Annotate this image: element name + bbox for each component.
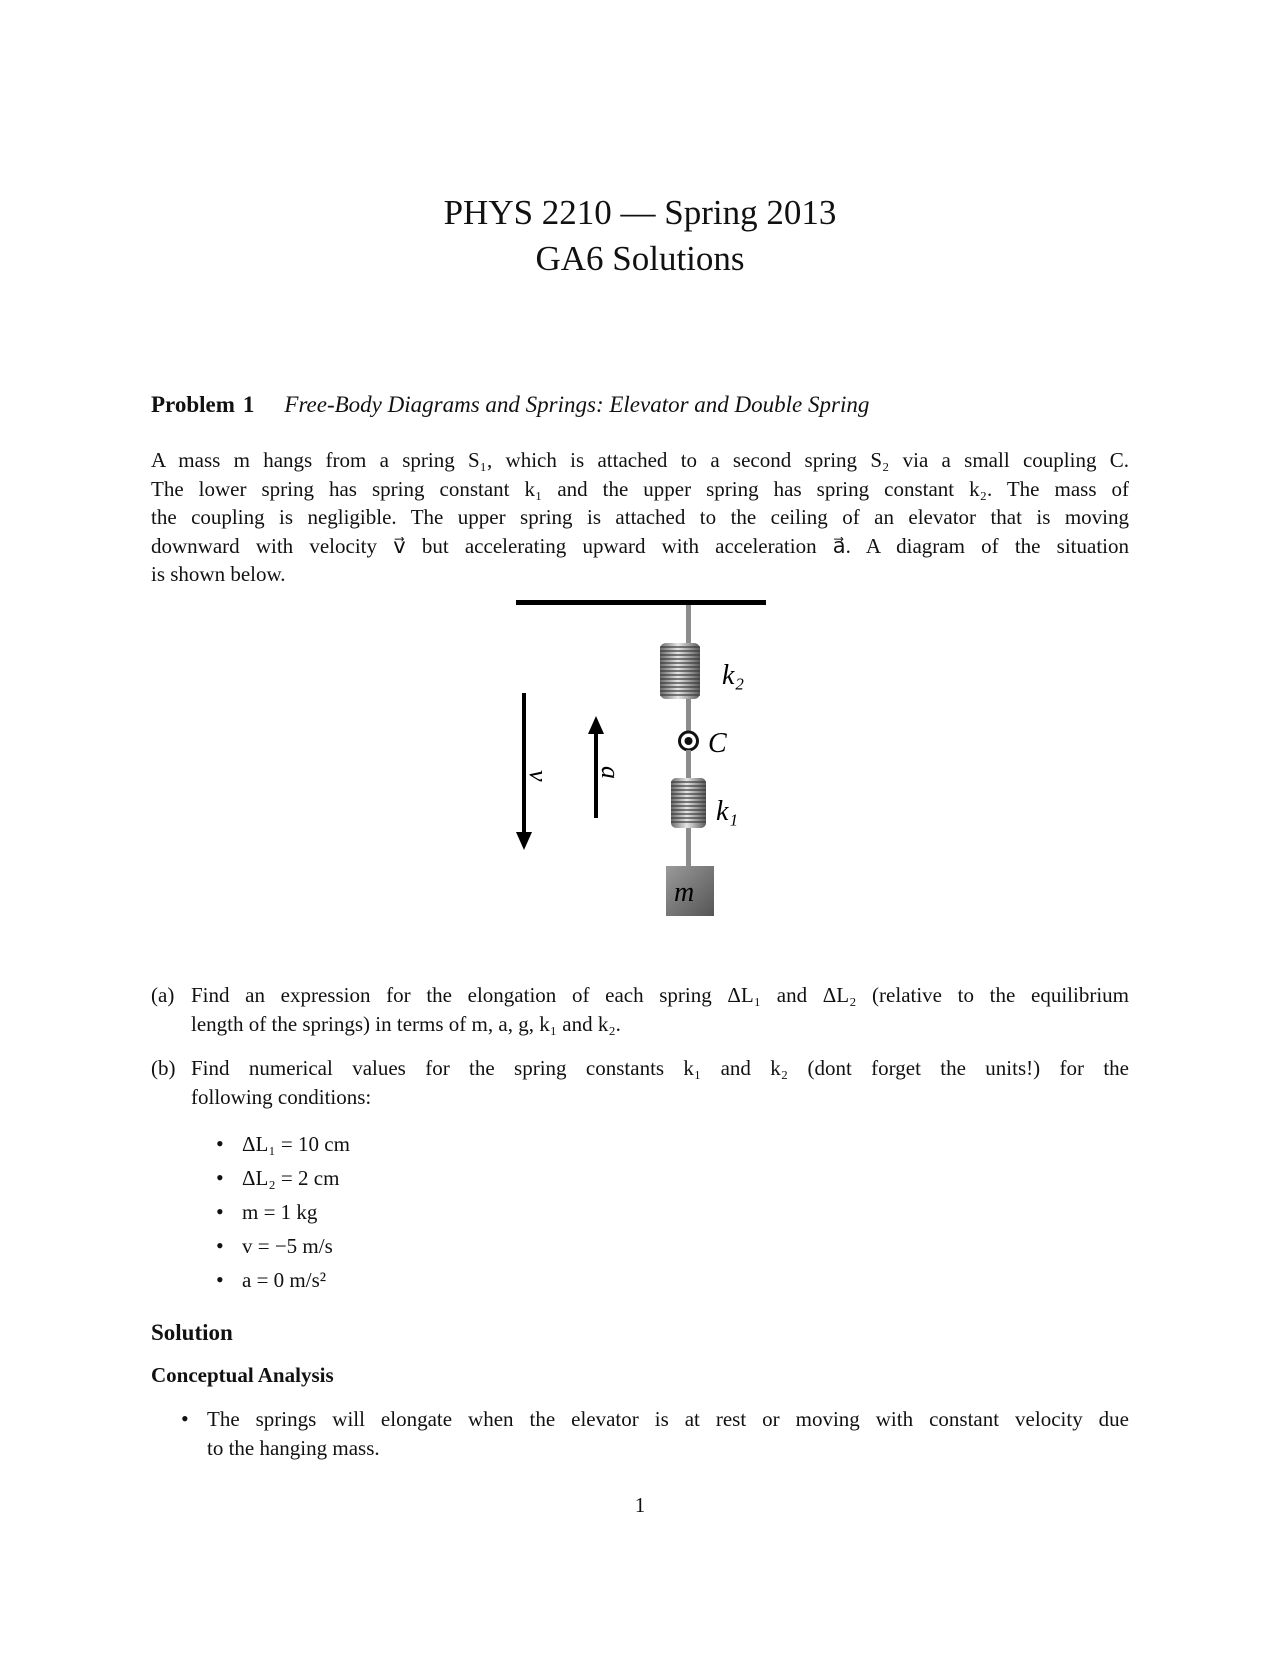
course-title: PHYS 2210 — Spring 2013 [443,193,837,232]
question-a-text [191,981,1129,1038]
condition-item: • a = 0 m/s² [212,1263,350,1297]
statement-line: A mass m hangs from a spring S₁, which is attached to a second spring S₂ via a small coupling C. [151,448,1129,472]
document-title: GA6 Solutions [535,239,745,278]
label-c: C [708,728,727,759]
page-number: 1 [634,1493,646,1517]
question-a [151,981,1129,1041]
ceiling-bar [516,600,766,605]
problem-subtitle: Free-Body Diagrams and Springs: Elevator and Double Spring [284,392,870,417]
question-line: Find numerical values for the spring constants k₁ and k₂ (dont forget the units!) for the [191,1056,1129,1080]
question-line: following conditions: [191,1084,372,1109]
solution-line: The springs will elongate when the elevator is at rest or moving with constant velocity due [207,1407,1129,1431]
problem-heading [151,392,869,418]
solution-bullet-text [207,1405,1129,1462]
middle-rod-lower [686,750,691,780]
conceptual-analysis-heading: Conceptual Analysis [151,1363,334,1387]
statement-line: downward with velocity v⃗ but accelerating upward with acceleration a⃗. A diagram of the situation [151,533,1129,558]
lower-rod [686,828,691,868]
spring-diagram [500,598,800,943]
condition-item: • v = −5 m/s [212,1229,350,1263]
question-b-text [191,1054,1129,1111]
question-b-marker: (b) [151,1056,176,1080]
coupling [680,732,698,750]
label-a: a⃗ [596,766,625,800]
label-m: m [674,877,695,908]
problem-number: 1 [242,392,255,417]
condition-item: • ΔL₂ = 2 cm [212,1161,350,1195]
condition-item: • m = 1 kg [212,1195,350,1229]
question-line: length of the springs) in terms of m, a, g, k₁ and k₂. [191,1011,621,1036]
label-v: v⃗ [524,770,553,802]
label-k2: k₂ [722,660,745,691]
upper-spring [660,643,700,699]
lower-spring [671,778,706,828]
middle-rod-upper [686,699,691,733]
problem-label: Problem [151,392,235,417]
solution-heading: Solution [151,1320,233,1345]
label-k1: k₁ [716,796,739,827]
bullet-dot: • [181,1406,189,1431]
statement-line: The lower spring has spring constant k₁ and the upper spring has spring constant k₂. The mass of [151,476,1129,501]
statement-line: the coupling is negligible. The upper spring is attached to the ceiling of an elevator that is moving [151,505,1129,529]
upper-rod [686,605,691,645]
question-line: Find an expression for the elongation of each spring ΔL₁ and ΔL₂ (relative to the equilibrium [191,983,1129,1007]
condition-item: • ΔL₁ = 10 cm [212,1127,350,1161]
solution-line: to the hanging mass. [207,1435,380,1460]
statement-line: is shown below. [151,562,286,586]
question-a-marker: (a) [151,983,175,1007]
question-b [151,1054,1129,1114]
problem-statement [151,446,1129,589]
conditions-list [212,1127,350,1297]
